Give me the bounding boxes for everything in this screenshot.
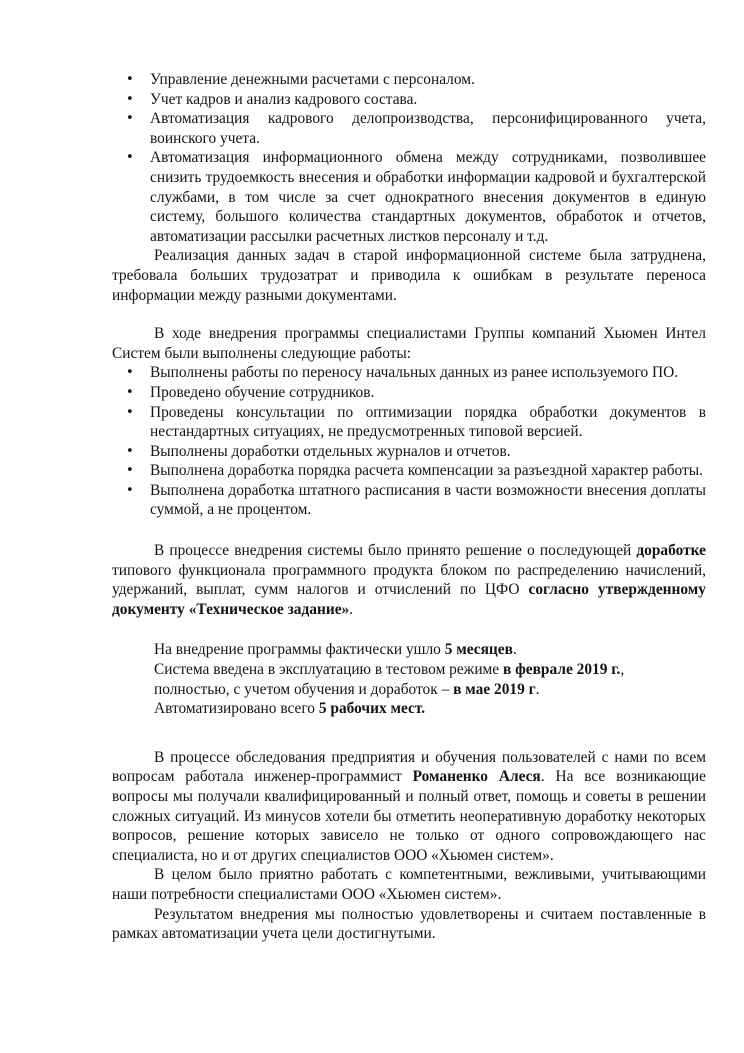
document-body (112, 70, 706, 944)
summary-launch: Система введена в эксплуатацию в тестовом режиме в феврале 2019 г., (154, 661, 625, 679)
paragraph-result: Результатом внедрения мы полностью удовлетворены и считаем поставленные в рамках автоматизации учета цели достигнутыми. (112, 905, 706, 943)
paragraph-decision: В процессе внедрения системы было принято решение о последующей доработке типового функционала программного продукта блоком по распределению начислений, удержаний, выплат, сумм налогов и отчислений по ЦФО согласно утвержденному документу «Техническое задание». (112, 542, 706, 618)
paragraph-works-intro: В ходе внедрения программы специалистами Группы компаний Хьюмен Интел Систем были выполнены следующие работы: (112, 325, 706, 362)
list-item: • Выполнена доработка штатного расписания в части возможности внесения доплаты суммой, а не процентом. (112, 481, 706, 520)
summary-full-launch: полностью, с учетом обучения и доработок – в мае 2019 г. (154, 680, 540, 698)
list-item: • Управление денежными расчетами с персоналом. (112, 70, 706, 90)
list-item: • Автоматизация информационного обмена между сотрудниками, позволившее снизить трудоемкость внесения и обработки информации кадровой и бухгалтерской службами, в том числе за счет однократного внесения документов в единую систему, большого количества стандартных документов, обработок и отчетов, автоматизации рассылки расчетных листков персоналу и т.д. (112, 148, 706, 246)
scan-artifact: · (58, 12, 60, 18)
list-item: • Автоматизация кадрового делопроизводства, персонифицированного учета, воинского учета. (112, 109, 706, 148)
list-item: • Выполнены работы по переносу начальных данных из ранее используемого ПО. (112, 363, 706, 383)
list-item: • Выполнена доработка порядка расчета компенсации за разъездной характер работы. (112, 461, 706, 481)
summary-block (112, 640, 706, 718)
paragraph-old-system: Реализация данных задач в старой информационной системе была затруднена, требовала больших трудозатрат и приводила к ошибкам в результате переноса информации между разными документами. (112, 247, 706, 304)
tasks-list (112, 70, 706, 246)
paragraph-general: В целом было приятно работать с компетентными, вежливыми, учитывающими наши потребности специалистами ООО «Хьюмен систем». (112, 866, 706, 903)
summary-workplaces: Автоматизировано всего 5 рабочих мест. (154, 700, 426, 718)
list-item: • Выполнены доработки отдельных журналов и отчетов. (112, 442, 706, 462)
list-item: • Проведены консультации по оптимизации порядка обработки документов в нестандартных ситуациях, не предусмотренных типовой версией. (112, 403, 706, 442)
summary-duration: На внедрение программы фактически ушло 5 месяцев. (154, 641, 517, 659)
works-list (112, 363, 706, 520)
list-item: • Учет кадров и анализ кадрового состава. (112, 90, 706, 110)
list-item: • Проведено обучение сотрудников. (112, 383, 706, 403)
paragraph-feedback: В процессе обследования предприятия и обучения пользователей с нами по всем вопросам работала инженер-программист Романенко Алеся. На все возникающие вопросы мы получали квалифицированный и полный ответ, помощь и советы в решении сложных ситуаций. Из минусов хотели бы отметить неоперативную доработку некоторых вопросов, решение которых зависело не только от одного сопровождающего нас специалиста, но и от других специалистов ООО «Хьюмен систем». (112, 748, 706, 864)
